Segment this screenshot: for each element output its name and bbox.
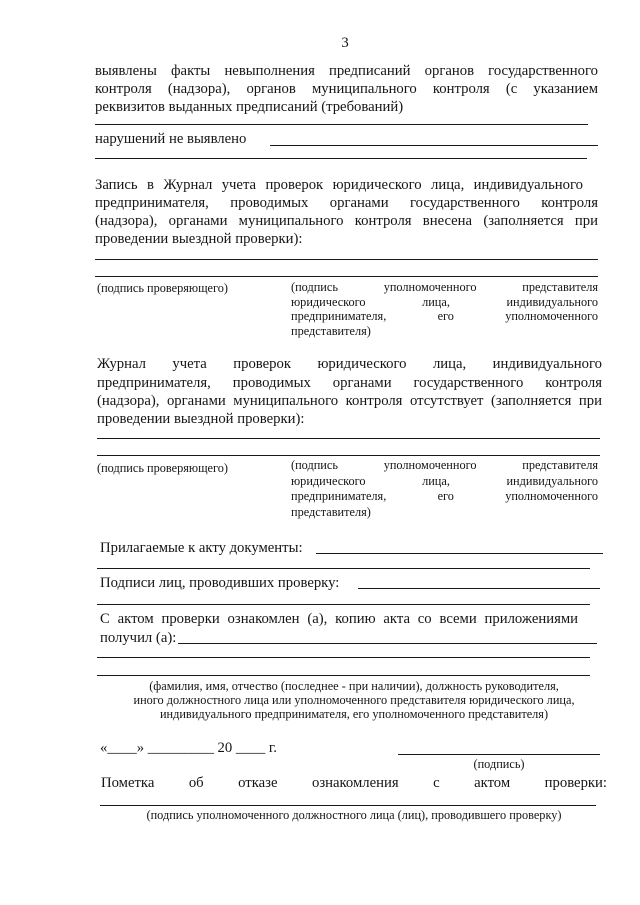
inspector-signature-caption: (подпись проверяющего) (97, 281, 228, 295)
caption-line: юридического лица, индивидуального (291, 473, 598, 488)
representative-signature-caption (291, 458, 598, 520)
refusal-label: Пометка об отказе ознакомления с актом проверки: (101, 775, 607, 791)
paragraph-line: (надзора), органами муниципального контроля отсутствует (заполняется при (97, 393, 602, 409)
caption-line: предпринимателя, его уполномоченного (291, 489, 598, 503)
paragraph-line: проведении выездной проверки): (95, 231, 303, 247)
blank-line (97, 438, 600, 439)
blank-line (97, 657, 590, 658)
refusal-caption: (подпись уполномоченного должностного лица (лиц), проводившего проверку) (146, 808, 562, 822)
paragraph-line: реквизитов выданных предписаний (требований) (95, 99, 404, 115)
paragraph-line: предпринимателя, проводимых органами государственного контроля (97, 375, 602, 391)
caption-line: юридического лица, индивидуального (291, 294, 598, 309)
blank-line (95, 259, 598, 260)
paragraph-line: Запись в Журнал учета проверок юридического лица, индивидуального (95, 177, 583, 193)
page-number: 3 (341, 35, 349, 51)
attached-documents-fill-line (316, 553, 603, 554)
attached-documents-label: Прилагаемые к акту документы: (100, 540, 303, 556)
representative-signature-caption (291, 280, 598, 338)
paragraph-line: проведении выездной проверки): (97, 411, 305, 427)
blank-line (95, 276, 598, 277)
blank-line (97, 568, 590, 569)
blank-line (97, 604, 590, 605)
paragraph-line: (надзора), органами муниципального контроля внесена (заполняется при (95, 213, 598, 229)
received-fill-line (178, 643, 597, 644)
acknowledgement-line: С актом проверки ознакомлен (а), копию акта со всеми приложениями (100, 611, 578, 627)
received-label: получил (а): (100, 630, 177, 646)
date-line: «____» _________ 20 ____ г. (100, 740, 277, 756)
caption-line: индивидуального предпринимателя, его уполномоченного представителя) (159, 707, 549, 721)
paragraph-line: выявлены факты невыполнения предписаний органов государственного (95, 63, 598, 79)
no-violations-fill-line (270, 145, 598, 146)
signature-line (398, 754, 600, 755)
refusal-signature-line (100, 805, 596, 806)
blank-line (95, 158, 587, 159)
caption-line: (фамилия, имя, отчество (последнее - при наличии), должность руководителя, (149, 679, 559, 693)
blank-line (95, 124, 588, 125)
caption-line: иного должностного лица или уполномоченного представителя юридического лица, (133, 693, 575, 707)
caption-line: предпринимателя, его уполномоченного (291, 309, 598, 323)
acknowledgement-caption (95, 679, 613, 721)
caption-line: представителя) (291, 504, 371, 519)
caption-line: (подпись уполномоченного представителя (291, 280, 598, 294)
inspectors-signatures-label: Подписи лиц, проводивших проверку: (100, 575, 340, 591)
paragraph-line: предпринимателя, проводимых органами государственного контроля (95, 195, 598, 211)
blank-line (97, 675, 590, 676)
inspector-signature-caption: (подпись проверяющего) (97, 461, 228, 475)
caption-line: представителя) (291, 323, 371, 338)
caption-line: (подпись уполномоченного представителя (291, 458, 598, 472)
no-violations-label: нарушений не выявлено (95, 131, 247, 147)
paragraph-line: контроля (надзора), органов муниципального контроля (с указанием (95, 81, 598, 97)
paragraph-line: Журнал учета проверок юридического лица, индивидуального (97, 356, 602, 372)
blank-line (97, 455, 600, 456)
signature-caption: (подпись) (473, 757, 525, 771)
inspectors-signatures-fill-line (358, 588, 600, 589)
